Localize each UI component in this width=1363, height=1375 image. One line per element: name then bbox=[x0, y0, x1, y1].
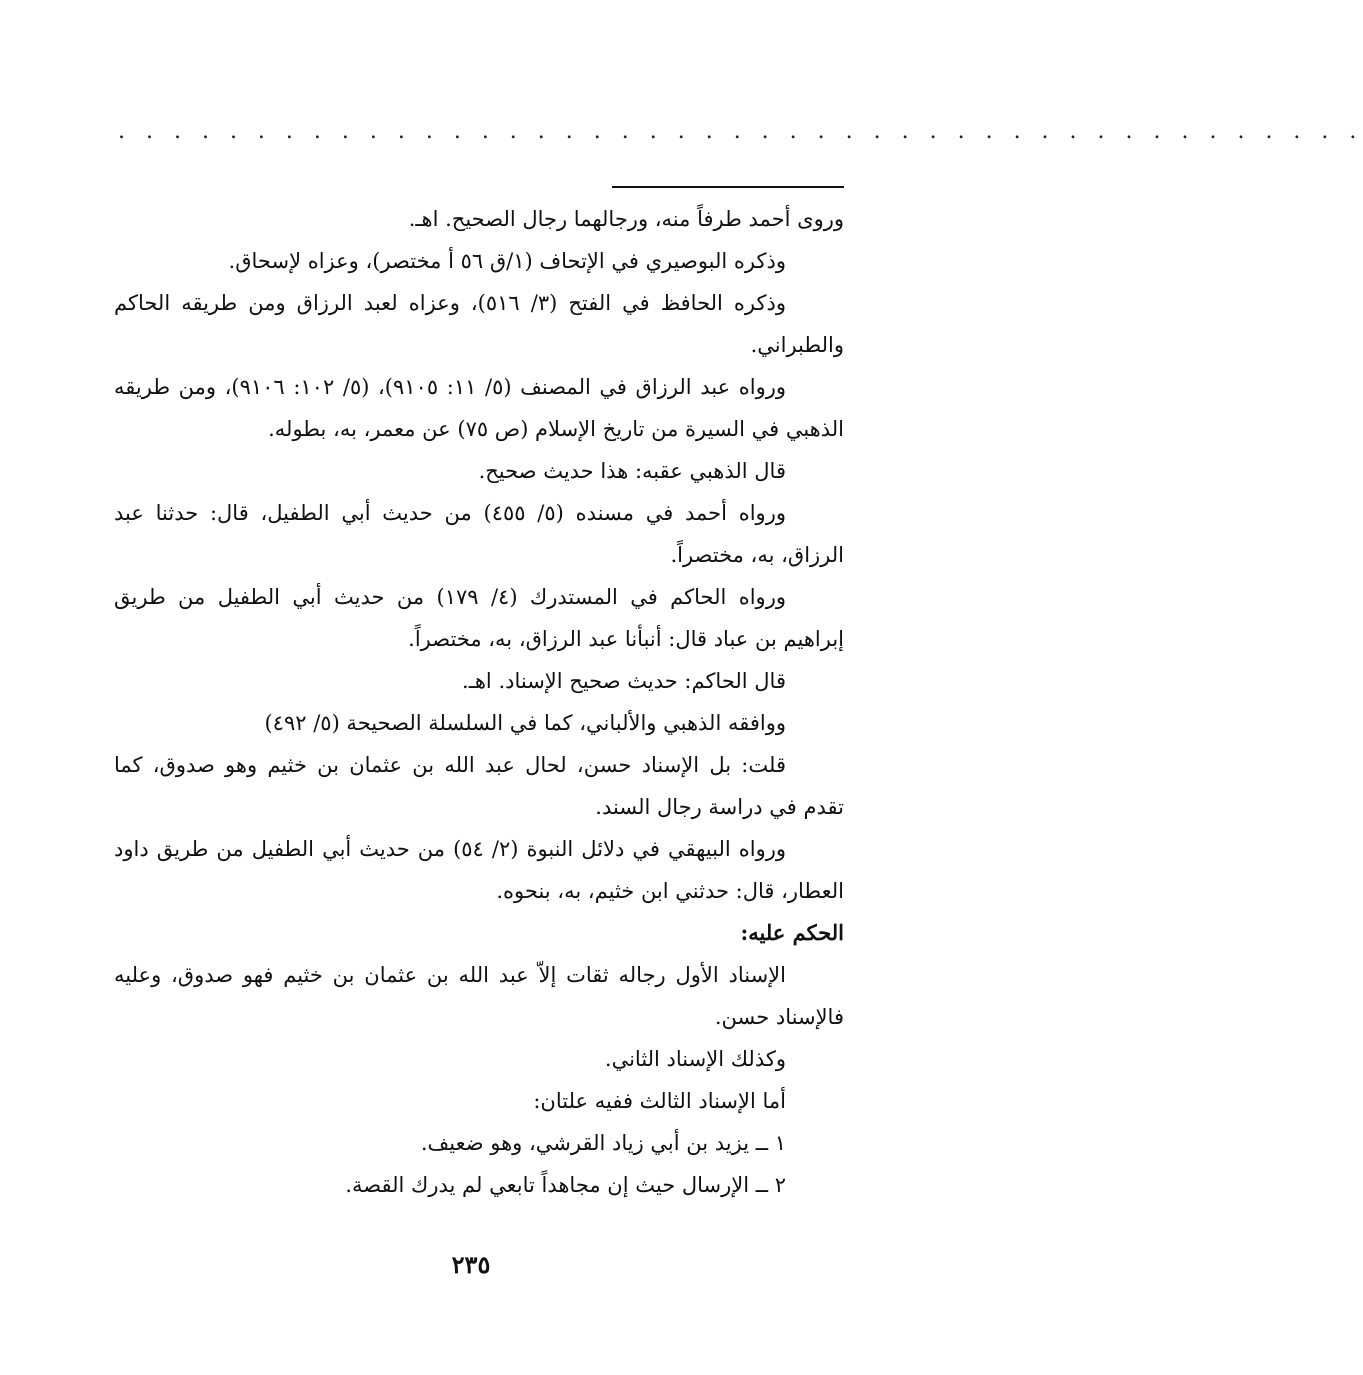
list-item: ٢ ــ الإرسال حيث إن مجاهداً تابعي لم يدرك القصة. bbox=[345, 1173, 786, 1197]
ruling-paragraph: أما الإسناد الثالث ففيه علتان: bbox=[533, 1089, 786, 1113]
footnote-rule bbox=[612, 186, 844, 188]
ruling-paragraph: الإسناد الأول رجاله ثقات إلاّ عبد الله بن عثمان بن خثيم فهو صدوق، وعليه فالإسناد حسن. bbox=[114, 963, 844, 1029]
paragraph: قال الحاكم: حديث صحيح الإسناد. اهـ. bbox=[462, 669, 786, 693]
paragraph: ووافقه الذهبي والألباني، كما في السلسلة الصحيحة (٥/ ٤٩٢) bbox=[264, 711, 786, 735]
paragraph: وروى أحمد طرفاً منه، ورجالهما رجال الصحيح. اهـ. bbox=[408, 207, 844, 231]
paragraph: وذكره الحافظ في الفتح (٣/ ٥١٦)، وعزاه لعبد الرزاق ومن طريقه الحاكم والطبراني. bbox=[114, 291, 844, 357]
paragraph: ورواه عبد الرزاق في المصنف (٥/ ١١: ٩١٠٥)، (٥/ ١٠٢: ٩١٠٦)، ومن طريقه الذهبي في السيرة من تاريخ الإسلام (ص ٧٥) عن معمر، به، بطوله. bbox=[114, 375, 844, 441]
paragraph: ورواه أحمد في مسنده (٥/ ٤٥٥) من حديث أبي الطفيل، قال: حدثنا عبد الرزاق، به، مختصراً. bbox=[114, 501, 844, 567]
paragraph: ورواه البيهقي في دلائل النبوة (٢/ ٥٤) من حديث أبي الطفيل من طريق داود العطار، قال: حدثني ابن خثيم، به، بنحوه. bbox=[114, 837, 844, 903]
page-number: ٢٣٥ bbox=[451, 1250, 491, 1279]
paragraph: قال الذهبي عقبه: هذا حديث صحيح. bbox=[478, 459, 786, 483]
paragraph: وذكره البوصيري في الإتحاف (١/ق ٥٦ أ مختصر)، وعزاه لإسحاق. bbox=[228, 249, 786, 273]
section-heading: الحكم عليه: bbox=[740, 920, 844, 945]
ruling-paragraph: وكذلك الإسناد الثاني. bbox=[604, 1047, 786, 1071]
list-item: ١ ــ يزيد بن أبي زياد القرشي، وهو ضعيف. bbox=[420, 1131, 786, 1155]
paragraph: قلت: بل الإسناد حسن، لحال عبد الله بن عثمان بن خثيم وهو صدوق، كما تقدم في دراسة رجال السند. bbox=[114, 753, 844, 819]
separator-dots: . . . . . . . . . . . . . . . . . . . . . . . . . . . . . . . . . . . . . . . . . . . . . bbox=[118, 119, 1363, 144]
page-body bbox=[114, 198, 844, 1206]
paragraph: ورواه الحاكم في المستدرك (٤/ ١٧٩) من حديث أبي الطفيل من طريق إبراهيم بن عباد قال: أنبأنا عبد الرزاق، به، مختصراً. bbox=[114, 585, 844, 651]
